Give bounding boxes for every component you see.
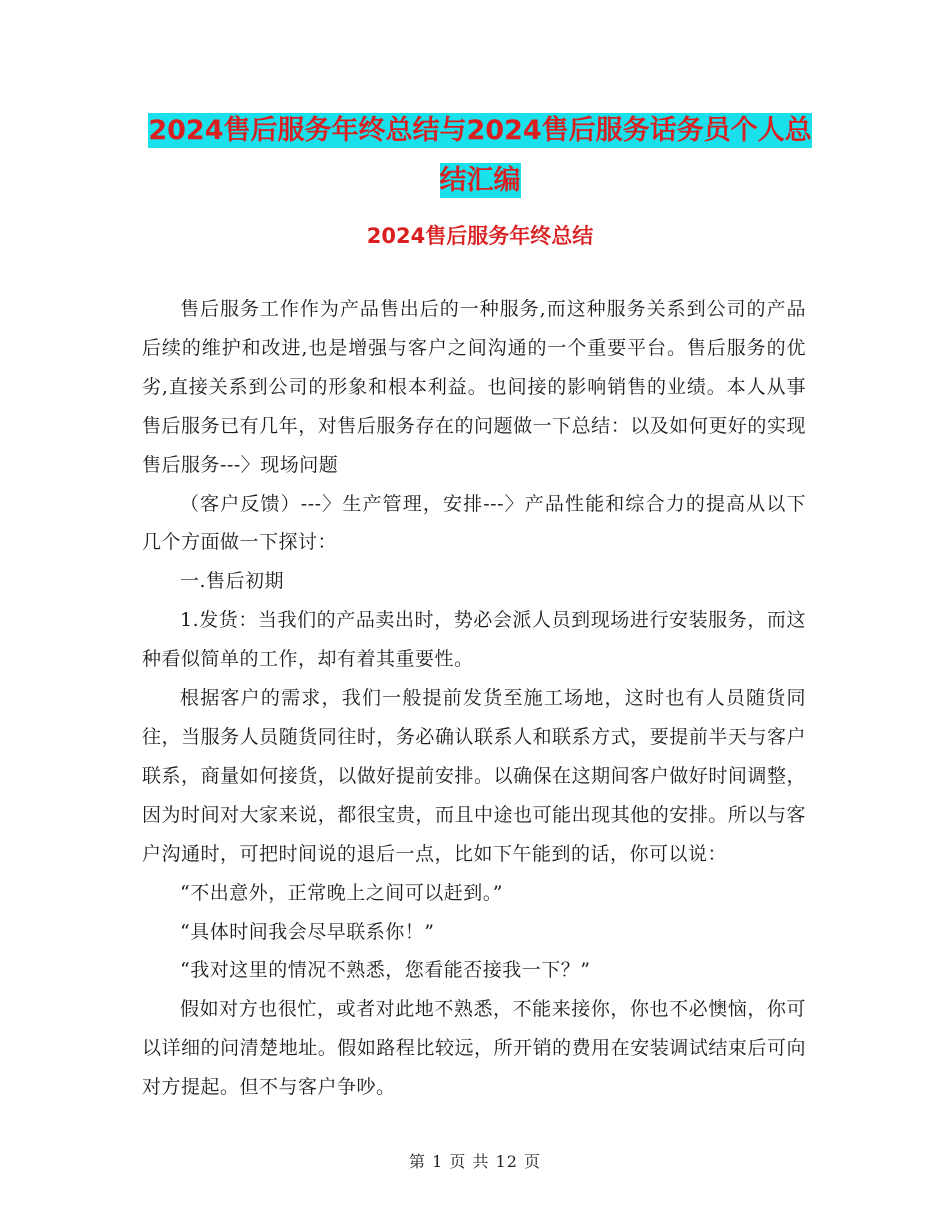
paragraph: 售后服务工作作为产品售出后的一种服务,而这种服务关系到公司的产品后续的维护和改进,也是增强与客户之间沟通的一个重要平台。售后服务的优劣,直接关系到公司的形象和根本利益。也间接的影响销售的业绩。本人从事售后服务已有几年，对售后服务存在的问题做一下总结：以及如何更好的实现售后服务---〉现场问题 [142,298,806,476]
paragraph: 1.发货：当我们的产品卖出时，势必会派人员到现场进行安装服务，而这种看似简单的工作，却有着其重要性。 [142,609,806,671]
document-title-line-2: 结汇编 [439,165,521,196]
paragraph: 假如对方也很忙，或者对此地不熟悉，不能来接你，你也不必懊恼，你可以详细的问清楚地址。假如路程比较远，所开销的费用在安装调试结束后可向对方提起。但不与客户争吵。 [142,998,806,1099]
quote-paragraph: “具体时间我会尽早联系你！” [180,920,435,943]
paragraph: （客户反馈）---〉生产管理，安排---〉产品性能和综合力的提高从以下几个方面做一下探讨： [142,492,806,554]
document-title [140,106,820,206]
document-body [142,290,806,1107]
paragraph: 一.售后初期 [180,570,285,593]
quote-paragraph: “不出意外，正常晚上之间可以赶到。” [180,881,503,904]
page-footer: 第 1 页 共 12 页 [409,1152,541,1171]
section-title: 2024售后服务年终总结 [366,224,594,248]
quote-paragraph: “我对这里的情况不熟悉，您看能否接我一下？” [180,959,591,982]
document-title-line-1: 2024售后服务年终总结与2024售后服务话务员个人总 [148,115,812,146]
paragraph: 根据客户的需求，我们一般提前发货至施工场地，这时也有人员随货同往，当服务人员随货同往时，务必确认联系人和联系方式，要提前半天与客户联系，商量如何接货，以做好提前安排。以确保在这期间客户做好时间调整，因为时间对大家来说，都很宝贵，而且中途也可能出现其他的安排。所以与客户沟通时，可把时间说的退后一点，比如下午能到的话，你可以说： [142,687,806,865]
